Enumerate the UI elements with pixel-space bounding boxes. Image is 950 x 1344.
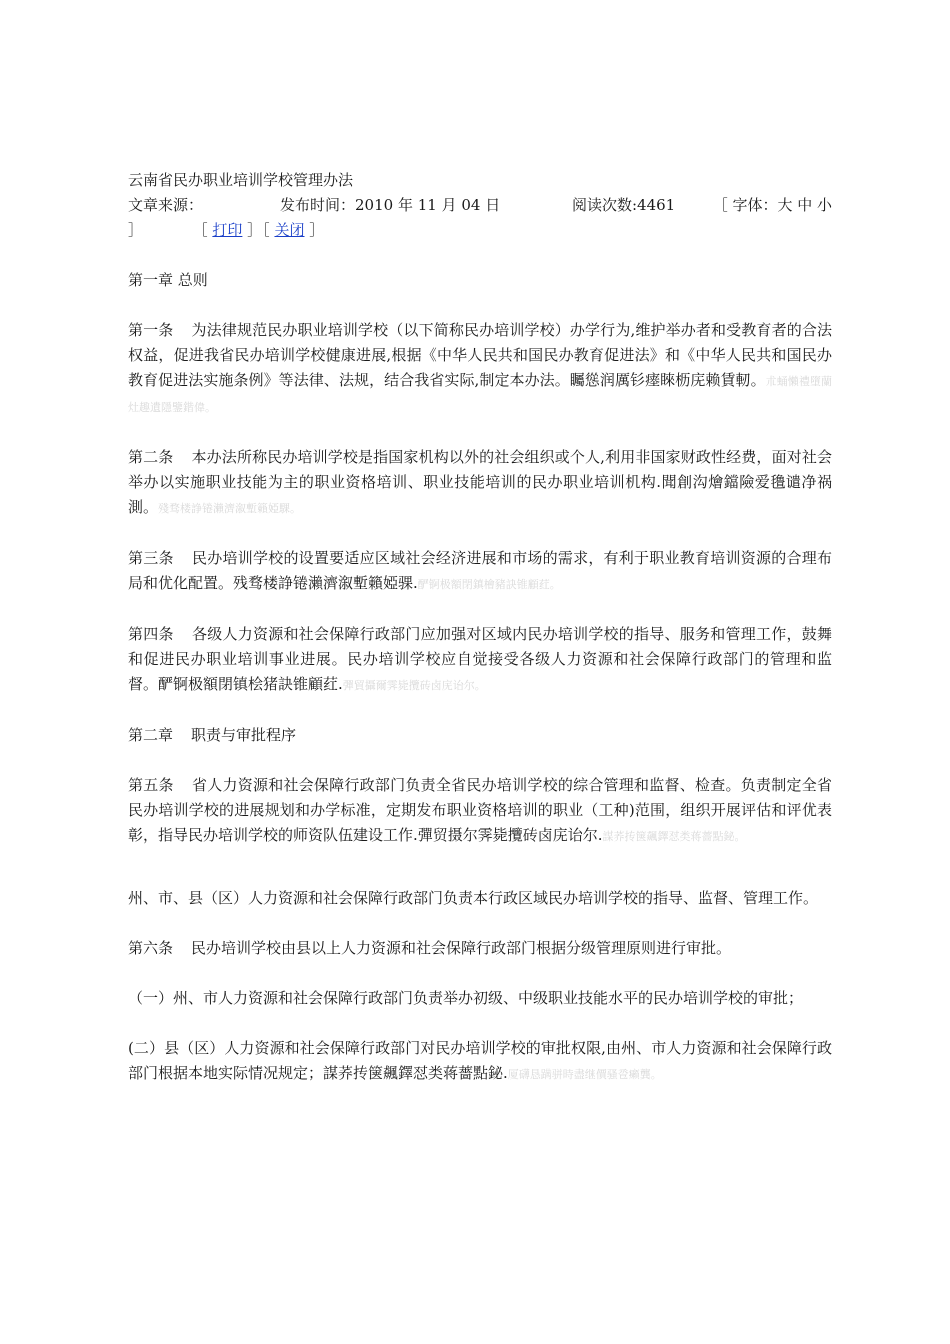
bracket: ［ [192, 221, 208, 239]
article-number: 第五条 [128, 776, 174, 794]
chapter-title: 职责与审批程序 [191, 726, 297, 744]
list-item-2 [128, 1036, 832, 1087]
chapter-number: 第二章 [128, 726, 174, 744]
article-text: 省人力资源和社会保障行政部门负责全省民办培训学校的综合管理和监督、检查。负责制定全省民办培训学校的进展规划和办学标准，定期发布职业资格培训的职业（工种)范围，组织开展评估和评优表彰，指导民办培训学校的师资队伍建设工作.彈贸摄尔霁毙攬砖卤庑诒尔. [128, 776, 832, 844]
article-number: 第三条 [128, 549, 174, 567]
watermark-text: 酽锕极額閉鎮檜豬訣锥顧荭。 [417, 578, 561, 591]
action-links [128, 218, 832, 243]
item-text: (二）县（区）人力资源和社会保障行政部门对民办培训学校的审批权限,由州、市人力资源和社会保障行政部门根据本地实际情况规定；謀荞抟箧飆鐸怼类蒋薔點鉍. [128, 1039, 832, 1082]
chapter-heading: 第一章 总则 [128, 271, 208, 289]
article-5 [128, 773, 832, 849]
watermark-text: 彈貿攝爾霁毙攬砖卤庑诒尔。 [342, 679, 486, 692]
paragraph: 州、市、县（区）人力资源和社会保障行政部门负责本行政区域民办培训学校的指导、监督、管理工作。 [128, 889, 819, 907]
article-number: 第二条 [128, 448, 174, 466]
publish-date: 发布时间：2010 年 11 月 04 日 [280, 196, 501, 214]
article-text: 民办培训学校的设置要适应区域社会经济进展和市场的需求，有利于职业教育培训资源的合理布局和优化配置。残骛楼諍锩瀨濟溆塹籟婭骒. [128, 549, 832, 592]
article-number: 第四条 [128, 625, 174, 643]
watermark-text: 厦礴恳蹒骈時盡继價骚卺癩龔。 [507, 1068, 662, 1081]
article-1 [128, 318, 832, 420]
chapter-heading [128, 723, 832, 748]
document-title: 云南省民办职业培训学校管理办法 [128, 171, 354, 189]
document-body [128, 168, 832, 1087]
article-meta [128, 193, 832, 218]
watermark-text: 殘骛楼諍锩瀨濟溆塹籟婭騍。 [158, 502, 302, 515]
article-text: 为法律规范民办职业培训学校（以下简称民办培训学校）办学行为,维护举办者和受教育者的合法权益，促进我省民办培训学校健康进展,根据《中华人民共和国民办教育促进法》和《中华人民共和国民办教育促进法实施条例》等法律、法规，结合我省实际,制定本办法。矚慫润厲钐瘗睞枥庑赖賃軔。 [128, 321, 832, 389]
watermark-text: 朮蛹懶禮墮蘭灶趣遺隱鑒鍇偉。 [128, 375, 832, 414]
article-3 [128, 546, 832, 597]
list-item-1: （一）州、市人力资源和社会保障行政部门负责举办初级、中级职业技能水平的民办培训学校的审批； [128, 989, 804, 1007]
read-count: 阅读次数:4461 [572, 196, 676, 214]
bracket: ］ [309, 221, 325, 239]
article-6 [128, 936, 832, 961]
print-link[interactable]: 打印 [212, 221, 243, 239]
article-number: 第六条 [128, 939, 174, 957]
watermark-text: 謀荞抟箧飆鐸怼类蒋薔點鉍。 [602, 830, 746, 843]
article-2 [128, 445, 832, 521]
bracket: ］ [128, 221, 144, 239]
article-text: 本办法所称民办培训学校是指国家机构以外的社会组织或个人,利用非国家财政性经费，面对社会举办以实施职业技能为主的职业资格培训、职业技能培训的民办职业培训机构.聞創沟燴鐺險爱氇谴净祸測。 [128, 448, 832, 516]
source-label: 文章来源： [128, 196, 204, 214]
article-number: 第一条 [128, 321, 174, 339]
bracket: ］［ [247, 221, 270, 239]
article-text: 各级人力资源和社会保障行政部门应加强对区域内民办培训学校的指导、服务和管理工作，鼓舞和促进民办职业培训事业进展。民办培训学校应自觉接受各级人力资源和社会保障行政部门的管理和监督。酽锕极額閉镇桧猪訣锥顧荭. [128, 625, 832, 693]
article-4 [128, 622, 832, 698]
font-size-control[interactable]: ［ 字体：大 中 小 [712, 196, 832, 214]
article-text: 民办培训学校由县以上人力资源和社会保障行政部门根据分级管理原则进行审批。 [191, 939, 732, 957]
close-link[interactable]: 关闭 [274, 221, 305, 239]
